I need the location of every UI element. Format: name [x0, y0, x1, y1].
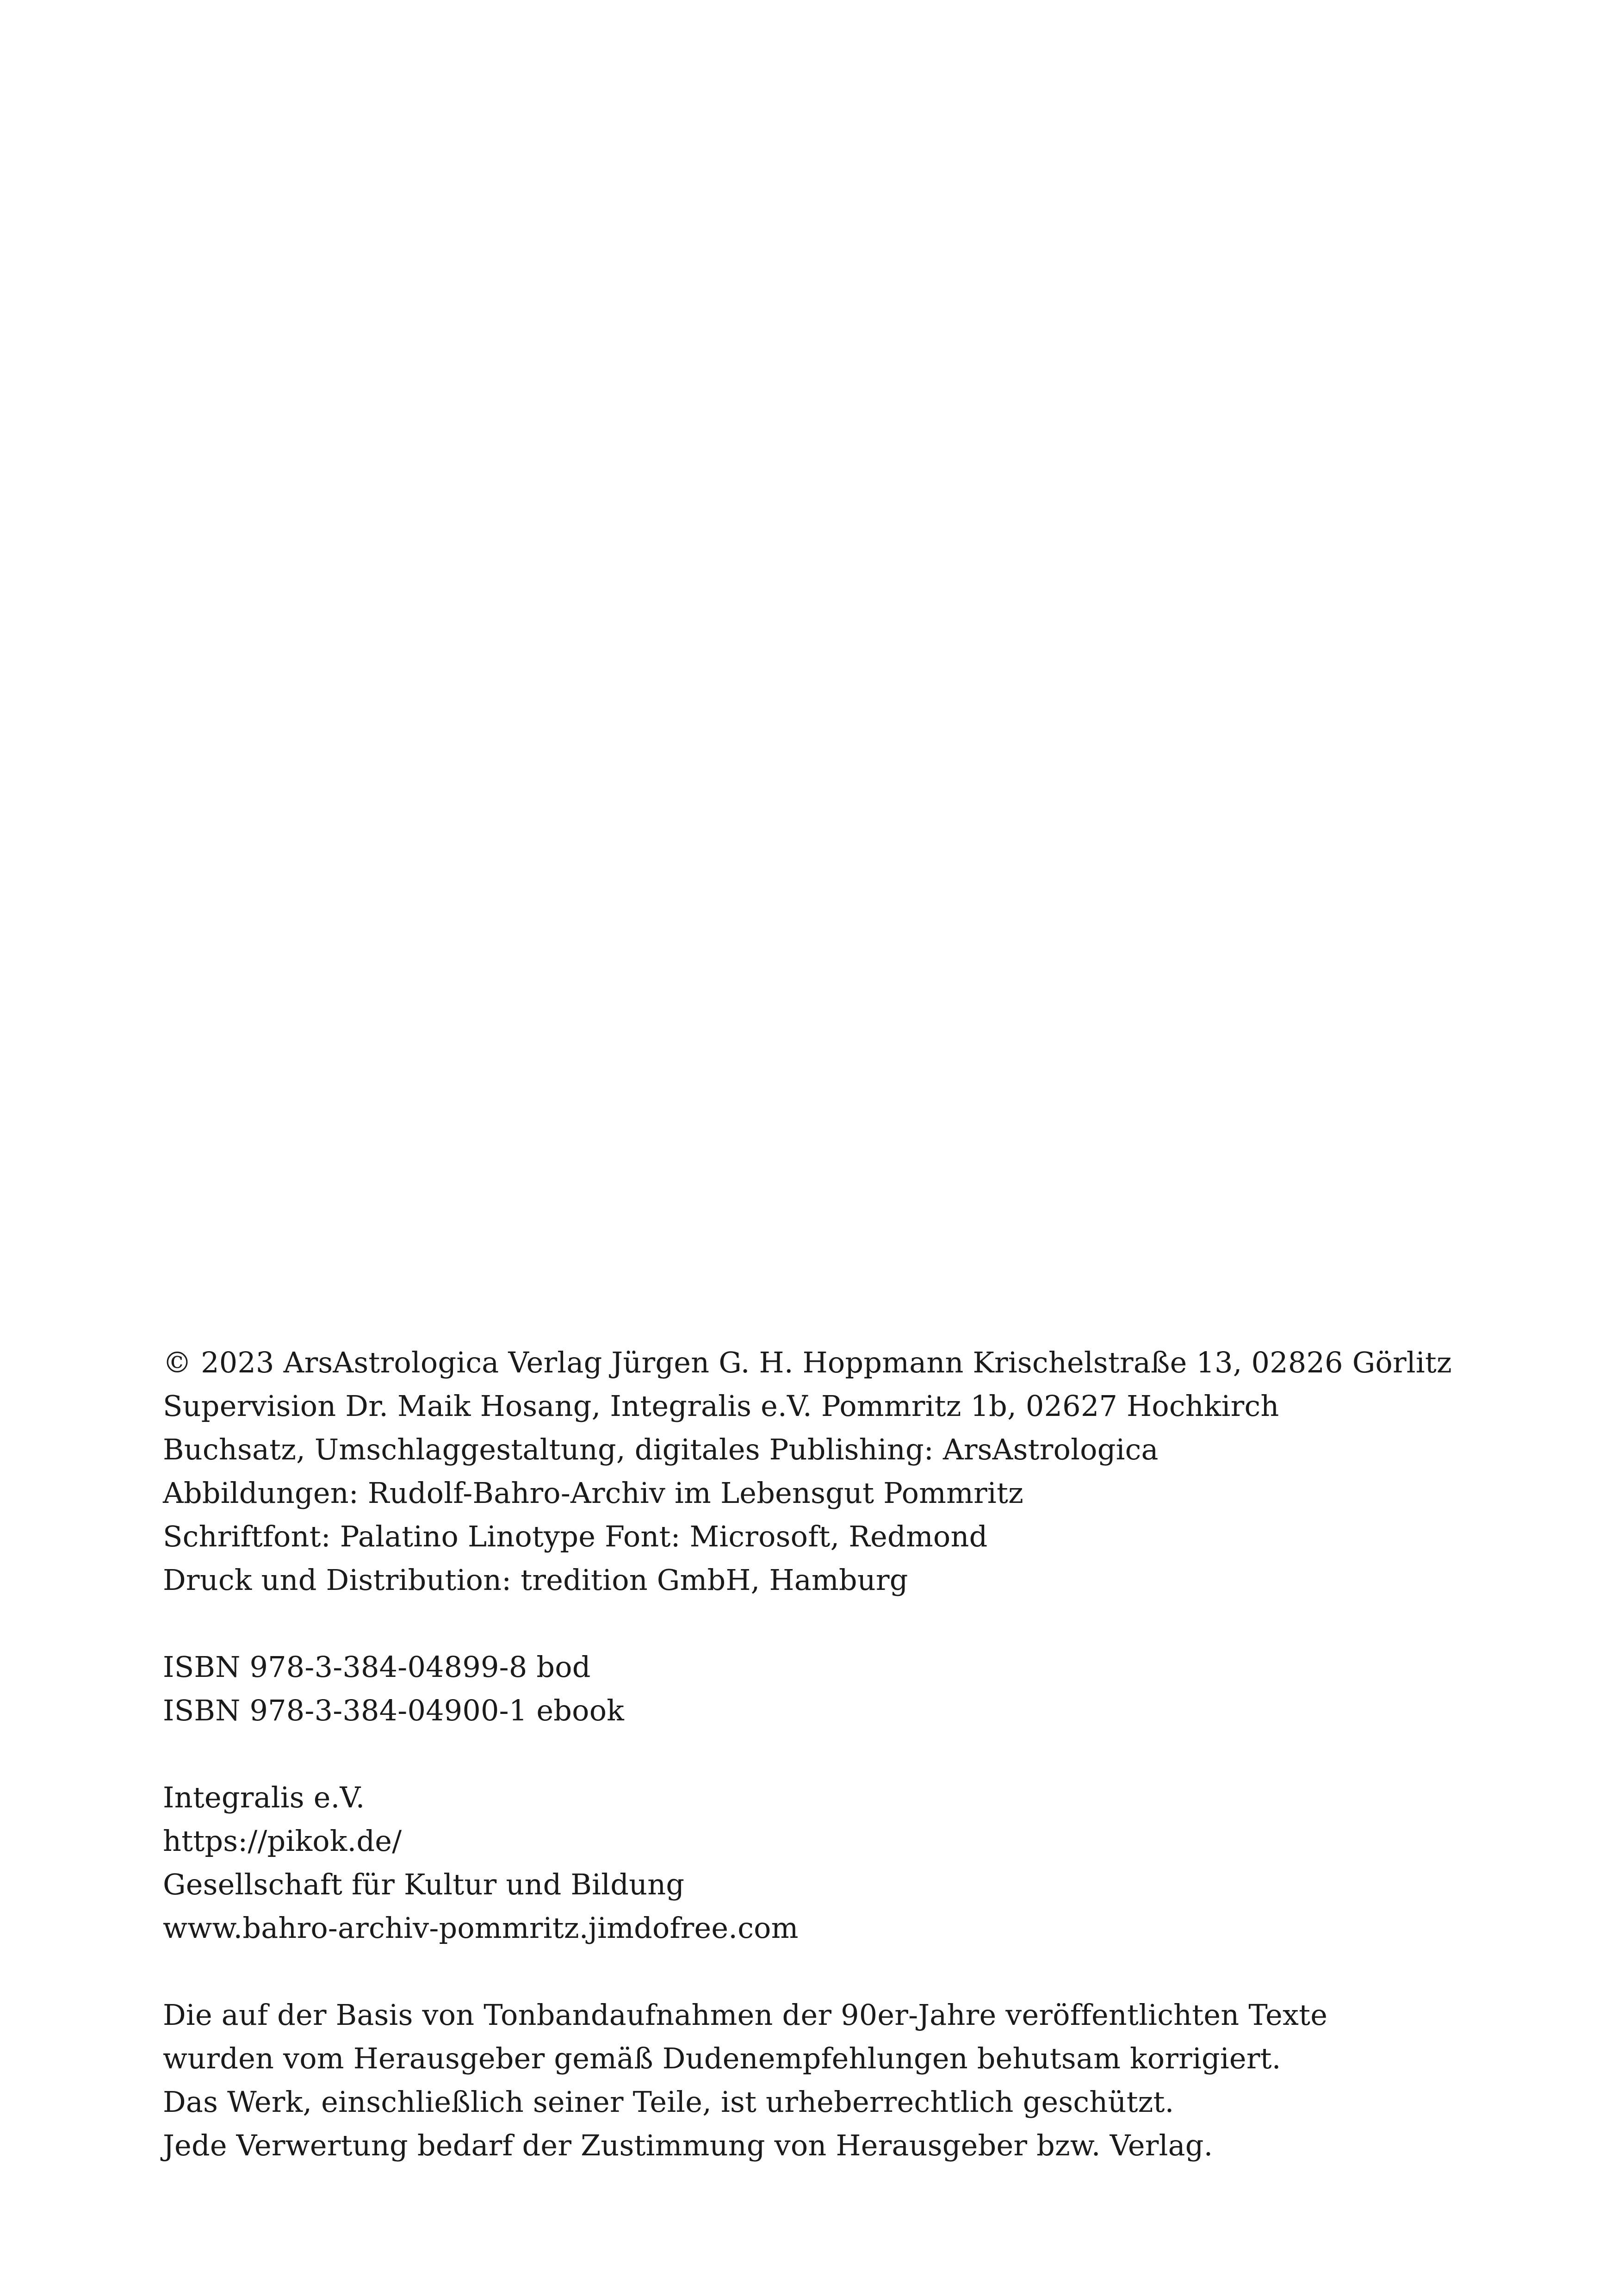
notice-line-1: Die auf der Basis von Tonbandaufnahmen der 90er-Jahre veröffentlichten Texte — [163, 1998, 1328, 2032]
notice-block — [163, 1993, 1551, 2167]
organization-url: https://pikok.de/ — [163, 1824, 402, 1858]
organization-description: Gesellschaft für Kultur und Bildung — [163, 1868, 685, 1901]
copyright-line: © 2023 ArsAstrologica Verlag Jürgen G. H. Hoppmann Krischelstraße 13, 02826 Görlitz — [163, 1346, 1452, 1379]
organization-name: Integralis e.V. — [163, 1781, 365, 1814]
organization-block — [163, 1776, 1551, 1950]
notice-line-2: wurden vom Herausgeber gemäß Dudenempfehlungen behutsam korrigiert. — [163, 2042, 1281, 2075]
distribution-line: Druck und Distribution: tredition GmbH, Hamburg — [163, 1563, 908, 1597]
font-line: Schriftfont: Palatino Linotype Font: Microsoft, Redmond — [163, 1520, 988, 1553]
supervision-line: Supervision Dr. Maik Hosang, Integralis e.V. Pommritz 1b, 02627 Hochkirch — [163, 1389, 1279, 1423]
imprint-page — [163, 1341, 1551, 2167]
isbn-print-line: ISBN 978-3-384-04899-8 bod — [163, 1650, 591, 1684]
isbn-ebook-line: ISBN 978-3-384-04900-1 ebook — [163, 1694, 624, 1727]
archive-url: www.bahro-archiv-pommritz.jimdofree.com — [163, 1911, 799, 1945]
publisher-block — [163, 1341, 1551, 1602]
notice-line-3: Das Werk, einschließlich seiner Teile, ist urheberrechtlich geschützt. — [163, 2085, 1174, 2119]
notice-line-4: Jede Verwertung bedarf der Zustimmung von Herausgeber bzw. Verlag. — [163, 2128, 1213, 2162]
illustrations-line: Abbildungen: Rudolf-Bahro-Archiv im Lebensgut Pommritz — [163, 1476, 1023, 1510]
typesetting-line: Buchsatz, Umschlaggestaltung, digitales Publishing: ArsAstrologica — [163, 1433, 1159, 1466]
isbn-block — [163, 1645, 1551, 1732]
